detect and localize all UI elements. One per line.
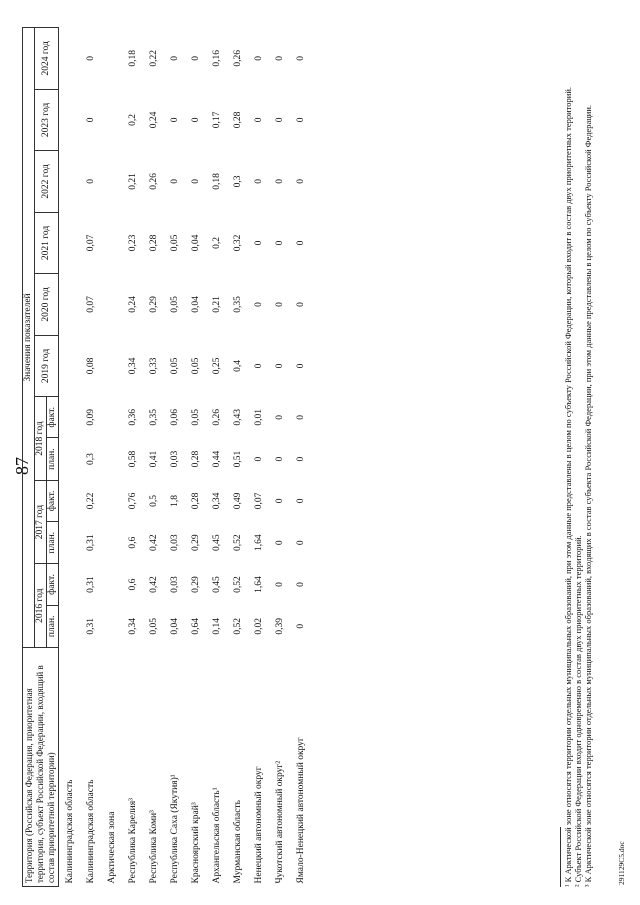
plan-2018-header: план. [47, 438, 59, 480]
fact-2018-header: факт. [47, 397, 59, 438]
value-cell: 0 [296, 179, 306, 184]
year-2018-header: 2018 год [35, 397, 47, 481]
value-cell: 0,34 [212, 492, 222, 510]
value-cell [59, 605, 82, 647]
values-header: Значения показателей [23, 28, 35, 648]
value-cell: 0,17 [212, 111, 222, 129]
value-cell [59, 335, 82, 397]
value-cell: 0,45 [212, 534, 222, 552]
value-cell: 0 [170, 179, 180, 184]
value-cell: 0,07 [86, 234, 96, 252]
value-cell: 0 [254, 363, 264, 369]
value-cell: 0,64 [191, 617, 201, 635]
value-cell: 0 [254, 179, 264, 184]
value-cell: 0,42 [149, 576, 159, 593]
value-cell: 0,43 [233, 409, 243, 426]
value-cell: 0,52 [233, 576, 243, 593]
value-cell: 0,6 [128, 578, 138, 591]
value-cell: 0 [254, 55, 264, 61]
table-row [228, 28, 249, 887]
value-cell: 0,06 [170, 409, 180, 426]
value-cell: 0,28 [233, 111, 243, 129]
territory-name: Ненецкий автономный округ [254, 766, 264, 884]
value-cell: 0 [254, 456, 264, 462]
value-cell: 0,23 [128, 234, 138, 252]
value-cell: 0,05 [191, 409, 201, 426]
value-cell [102, 564, 123, 605]
value-cell: 0,2 [128, 113, 138, 126]
value-cell: 0 [296, 240, 306, 246]
value-cell: 0,49 [233, 492, 243, 510]
value-cell: 0,32 [233, 234, 243, 252]
value-cell: 0,14 [212, 617, 222, 635]
value-cell: 0,44 [212, 450, 222, 468]
value-cell: 0 [254, 302, 264, 307]
year-2019-header: 2019 год [35, 335, 59, 397]
value-cell: 0,33 [149, 357, 159, 375]
value-cell: 0,04 [191, 234, 201, 252]
table-body [59, 28, 313, 887]
fact-2017-header: факт. [47, 480, 59, 521]
value-cell [59, 397, 82, 438]
value-cell [102, 335, 123, 397]
value-cell: 0,29 [191, 534, 201, 552]
value-cell [59, 564, 82, 605]
value-cell: 0,52 [233, 617, 243, 635]
value-cell: 0 [275, 179, 285, 184]
territory-name: Чукотский автономный округ² [275, 760, 285, 884]
value-cell: 0,21 [128, 173, 138, 190]
value-cell: 0 [296, 582, 306, 587]
value-cell [59, 151, 82, 213]
value-cell: 0,28 [149, 234, 159, 252]
value-cell [59, 438, 82, 480]
territory-name: Архангельская область¹ [212, 787, 222, 884]
value-cell: 0 [86, 55, 96, 61]
footnote-1: ¹ К Арктической зоне относятся территории отдельных муниципальных образований, при этом данные представлены в целом по субъекту Российской Федерации, который входит в состав двух приоритетных территорий. [563, 86, 573, 887]
year-2016-header: 2016 год [35, 564, 47, 648]
table-row [102, 28, 123, 887]
value-cell: 0 [275, 363, 285, 369]
territory-name: Республика Саха (Якутия)¹ [170, 774, 180, 884]
value-cell: 0,6 [128, 536, 138, 549]
value-cell: 0,05 [149, 617, 159, 635]
value-cell: 0,03 [170, 450, 180, 468]
value-cell: 0,25 [212, 357, 222, 375]
value-cell: 0,07 [86, 296, 96, 313]
value-cell: 0,01 [254, 409, 264, 426]
value-cell: 0,4 [233, 360, 243, 372]
year-2024-header: 2024 год [35, 28, 59, 90]
table-row [207, 28, 228, 887]
value-cell: 0,3 [86, 453, 96, 466]
value-cell: 0,24 [149, 111, 159, 129]
value-cell: 0 [296, 498, 306, 504]
value-cell: 0 [296, 363, 306, 369]
value-cell: 0,24 [128, 296, 138, 313]
value-cell: 0 [191, 55, 201, 61]
value-cell: 0 [275, 582, 285, 587]
value-cell [102, 151, 123, 213]
value-cell: 0,3 [233, 175, 243, 188]
value-cell: 0,29 [149, 296, 159, 313]
value-cell: 0,34 [128, 617, 138, 635]
value-cell: 1,8 [170, 494, 180, 507]
value-cell: 0,45 [212, 576, 222, 593]
value-cell [59, 28, 82, 90]
territory-name: Красноярский край³ [191, 802, 201, 884]
value-cell: 0 [275, 117, 285, 123]
value-cell: 0 [254, 240, 264, 246]
value-cell: 0,21 [212, 296, 222, 313]
value-cell: 0,03 [170, 534, 180, 552]
value-cell: 0 [191, 179, 201, 184]
footnotes [560, 17, 593, 887]
value-cell: 0,22 [86, 492, 96, 510]
plan-2017-header: план. [47, 522, 59, 564]
table-row [123, 28, 144, 887]
value-cell [102, 212, 123, 274]
value-cell: 0,36 [128, 409, 138, 426]
value-cell: 0,5 [149, 494, 159, 507]
value-cell: 0,22 [149, 50, 159, 67]
value-cell: 0 [296, 302, 306, 307]
value-cell: 0,05 [170, 357, 180, 375]
value-cell [59, 212, 82, 274]
value-cell: 0,2 [212, 237, 222, 249]
territory-name: Калининградская область [64, 779, 75, 884]
year-2017-header: 2017 год [35, 480, 47, 564]
value-cell: 0,26 [149, 173, 159, 190]
value-cell: 0,02 [254, 617, 264, 635]
table-row [249, 28, 270, 887]
value-cell: 0,05 [170, 296, 180, 313]
value-cell: 0,41 [149, 450, 159, 468]
value-cell: 0,04 [191, 296, 201, 313]
value-cell: 0 [170, 55, 180, 61]
value-cell: 0 [275, 55, 285, 61]
value-cell: 0 [86, 179, 96, 184]
value-cell [59, 274, 82, 336]
value-cell [102, 605, 123, 647]
territory-name: Республика Карелия³ [128, 798, 138, 884]
table-row [270, 28, 291, 887]
value-cell: 0 [275, 540, 285, 546]
value-cell: 1,64 [254, 576, 264, 593]
value-cell: 0,31 [86, 576, 96, 593]
value-cell: 0 [275, 498, 285, 504]
value-cell [59, 480, 82, 521]
value-cell: 0,18 [128, 50, 138, 67]
value-cell: 0,76 [128, 492, 138, 510]
table-row [81, 28, 102, 887]
value-cell: 0 [254, 117, 264, 123]
value-cell: 0 [170, 117, 180, 123]
value-cell: 0,28 [191, 450, 201, 468]
table-row [186, 28, 207, 887]
value-cell: 0 [296, 414, 306, 420]
territory-name: Республика Коми³ [149, 810, 159, 884]
value-cell: 0 [275, 414, 285, 420]
value-cell [59, 522, 82, 564]
page-number: 87 [12, 457, 32, 475]
value-cell: 0,05 [170, 234, 180, 252]
value-cell: 0,35 [233, 296, 243, 313]
fact-2016-header: факт. [47, 564, 59, 605]
footnote-rule [560, 827, 561, 887]
value-cell: 0,18 [212, 173, 222, 190]
value-cell: 0 [296, 623, 306, 629]
table-row [59, 28, 82, 887]
table-row [165, 28, 186, 887]
value-cell: 0,52 [233, 534, 243, 552]
territory-header: Территория (Российская Федерация, приоритетная территория, субъект Российской Федерации, входящий в состав приоритетной территории) [23, 648, 59, 887]
table-row [144, 28, 165, 887]
value-cell: 0 [296, 540, 306, 546]
plan-2016-header: план. [47, 605, 59, 647]
value-cell: 0 [296, 117, 306, 123]
value-cell [102, 397, 123, 438]
value-cell [59, 89, 82, 151]
table-row [291, 28, 312, 887]
value-cell [102, 274, 123, 336]
value-cell: 0,09 [86, 409, 96, 426]
value-cell: 0 [86, 117, 96, 123]
territory-name: Мурманская область [233, 800, 243, 884]
value-cell: 0,42 [149, 534, 159, 552]
footnote-3: ³ К Арктической зоне относятся территории отдельных муниципальных образований, входящих в состав субъекта Российской Федерации, при этом данные представлены в целом по субъекту Российской Федерации. [583, 104, 593, 887]
value-cell: 0 [275, 302, 285, 307]
value-cell [102, 89, 123, 151]
document-code: 291129C5.doc [617, 841, 626, 885]
territory-name: Арктическая зона [107, 811, 117, 884]
value-cell: 0,05 [191, 357, 201, 375]
value-cell: 0 [275, 240, 285, 246]
value-cell: 0 [275, 456, 285, 462]
value-cell: 0 [296, 55, 306, 61]
year-2020-header: 2020 год [35, 274, 59, 336]
value-cell: 0,29 [191, 576, 201, 593]
value-cell: 1,64 [254, 534, 264, 552]
value-cell: 0,16 [212, 50, 222, 67]
value-cell [102, 480, 123, 521]
indicator-table [22, 27, 312, 887]
value-cell: 0,07 [254, 492, 264, 510]
year-2022-header: 2022 год [35, 151, 59, 213]
value-cell [102, 438, 123, 480]
value-cell: 0 [296, 456, 306, 462]
value-cell: 0,58 [128, 450, 138, 468]
value-cell [102, 28, 123, 90]
year-2021-header: 2021 год [35, 212, 59, 274]
value-cell: 0,35 [149, 409, 159, 426]
value-cell: 0,31 [86, 534, 96, 552]
value-cell: 0,51 [233, 450, 243, 468]
value-cell: 0,26 [212, 409, 222, 426]
value-cell: 0,34 [128, 357, 138, 375]
footnote-2: ² Субъект Российской Федерации входит одновременно в состав двух приоритетных территорий. [573, 535, 583, 887]
value-cell: 0,26 [233, 50, 243, 67]
territory-name: Калининградская область [86, 779, 96, 884]
value-cell: 0,04 [170, 617, 180, 635]
value-cell: 0,28 [191, 492, 201, 510]
value-cell: 0,03 [170, 576, 180, 593]
territory-name: Ямало-Ненецкий автономный округ [296, 737, 306, 884]
value-cell [102, 522, 123, 564]
value-cell: 0,08 [86, 357, 96, 375]
value-cell: 0,31 [86, 617, 96, 635]
value-cell: 0,39 [275, 617, 285, 635]
year-2023-header: 2023 год [35, 89, 59, 151]
value-cell: 0 [191, 117, 201, 123]
